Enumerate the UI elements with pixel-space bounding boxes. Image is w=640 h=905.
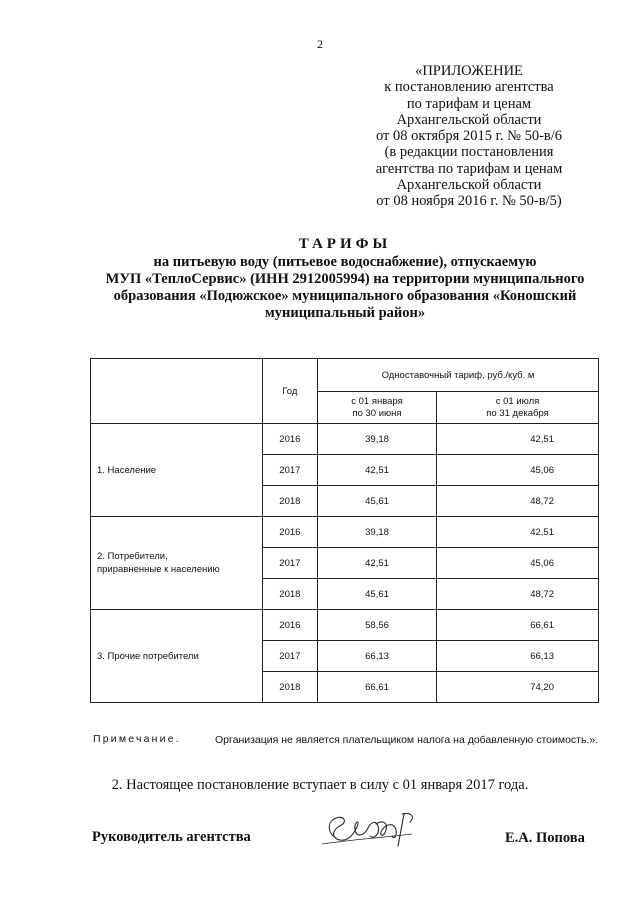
tariff-first-half-cell: 39,18 — [318, 424, 437, 455]
handwritten-signature — [318, 808, 428, 850]
header-period-second-half — [437, 392, 599, 424]
appendix-line: Архангельской области — [396, 111, 542, 128]
period-line: с 01 июля — [495, 395, 540, 407]
tariff-second-half-cell: 42,51 — [437, 424, 599, 455]
tariff-second-half-cell: 45,06 — [437, 548, 599, 579]
year-cell: 2016 — [262, 517, 317, 548]
year-cell: 2018 — [262, 672, 317, 703]
table-row — [91, 424, 599, 455]
tariff-first-half-cell: 45,61 — [318, 486, 437, 517]
tariff-first-half-cell: 45,61 — [318, 579, 437, 610]
table-row — [91, 517, 599, 548]
page-number: 2 — [317, 37, 323, 51]
appendix-line: от 08 октября 2015 г. № 50-в/6 — [375, 128, 563, 145]
appendix-line: (в редакции постановления — [384, 144, 554, 161]
tariff-table — [90, 358, 599, 703]
header-tariff: Одноставочный тариф, руб./куб. м — [318, 359, 599, 392]
subtitle-line: МУП «ТеплоСервис» (ИНН 2912005994) на территории муниципального — [105, 271, 585, 287]
year-cell: 2017 — [262, 455, 317, 486]
document-title-block — [90, 236, 600, 322]
year-cell: 2016 — [262, 610, 317, 641]
subtitle-line: образования «Подюжское» муниципального образования «Коношский — [113, 288, 577, 304]
category-label: 3. Прочие потребители — [97, 650, 199, 662]
category-cell — [91, 424, 263, 517]
period-line: по 30 июня — [352, 407, 402, 419]
category-cell — [91, 517, 263, 610]
appendix-line: от 08 ноября 2016 г. № 50-в/5) — [376, 193, 562, 210]
subtitle-line: муниципальный район» — [264, 305, 426, 321]
tariff-second-half-cell: 66,61 — [437, 610, 599, 641]
tariff-second-half-cell: 66,13 — [437, 641, 599, 672]
period-line: с 01 января — [351, 395, 403, 407]
year-cell: 2016 — [262, 424, 317, 455]
year-cell: 2017 — [262, 641, 317, 672]
tariff-first-half-cell: 42,51 — [318, 455, 437, 486]
note-label: Примечание. — [93, 733, 181, 745]
appendix-line: по тарифам и ценам — [406, 95, 532, 112]
category-label: 1. Население — [97, 464, 157, 476]
tariff-second-half-cell: 74,20 — [437, 672, 599, 703]
tariff-second-half-cell: 48,72 — [437, 579, 599, 610]
tariff-first-half-cell: 42,51 — [318, 548, 437, 579]
tariff-first-half-cell: 58,56 — [318, 610, 437, 641]
tariff-first-half-cell: 66,61 — [318, 672, 437, 703]
header-period-first-half — [318, 392, 437, 424]
appendix-line: к постановлению агентства — [384, 79, 554, 96]
category-label: 2. Потребители, — [97, 551, 168, 562]
appendix-header — [340, 63, 598, 210]
tariff-second-half-cell: 45,06 — [437, 455, 599, 486]
tariff-first-half-cell: 39,18 — [318, 517, 437, 548]
year-cell: 2018 — [262, 579, 317, 610]
header-year: Год — [262, 359, 317, 424]
document-title: ТАРИФЫ — [298, 236, 392, 252]
note-text: Организация не является плательщиком налога на добавленную стоимость.». — [215, 734, 599, 746]
effective-date-paragraph: 2. Настоящее постановление вступает в силу с 01 января 2017 года. — [111, 777, 529, 793]
period-line: по 31 декабря — [486, 407, 549, 419]
year-cell: 2017 — [262, 548, 317, 579]
year-cell: 2018 — [262, 486, 317, 517]
subtitle-line: на питьевую воду (питьевое водоснабжение), отпускаемую — [153, 254, 537, 270]
appendix-line: Архангельской области — [396, 177, 542, 194]
tariff-second-half-cell: 48,72 — [437, 486, 599, 517]
tariff-second-half-cell: 42,51 — [437, 517, 599, 548]
appendix-line: «ПРИЛОЖЕНИЕ — [415, 63, 523, 79]
category-label: приравненные к населению — [97, 564, 220, 575]
header-category-cell — [91, 359, 263, 424]
signatory-name: Е.А. Попова — [505, 830, 585, 846]
appendix-line: агентства по тарифам и ценам — [375, 160, 563, 177]
table-row — [91, 610, 599, 641]
tariff-first-half-cell: 66,13 — [318, 641, 437, 672]
signatory-title: Руководитель агентства — [92, 829, 251, 845]
category-cell — [91, 610, 263, 703]
